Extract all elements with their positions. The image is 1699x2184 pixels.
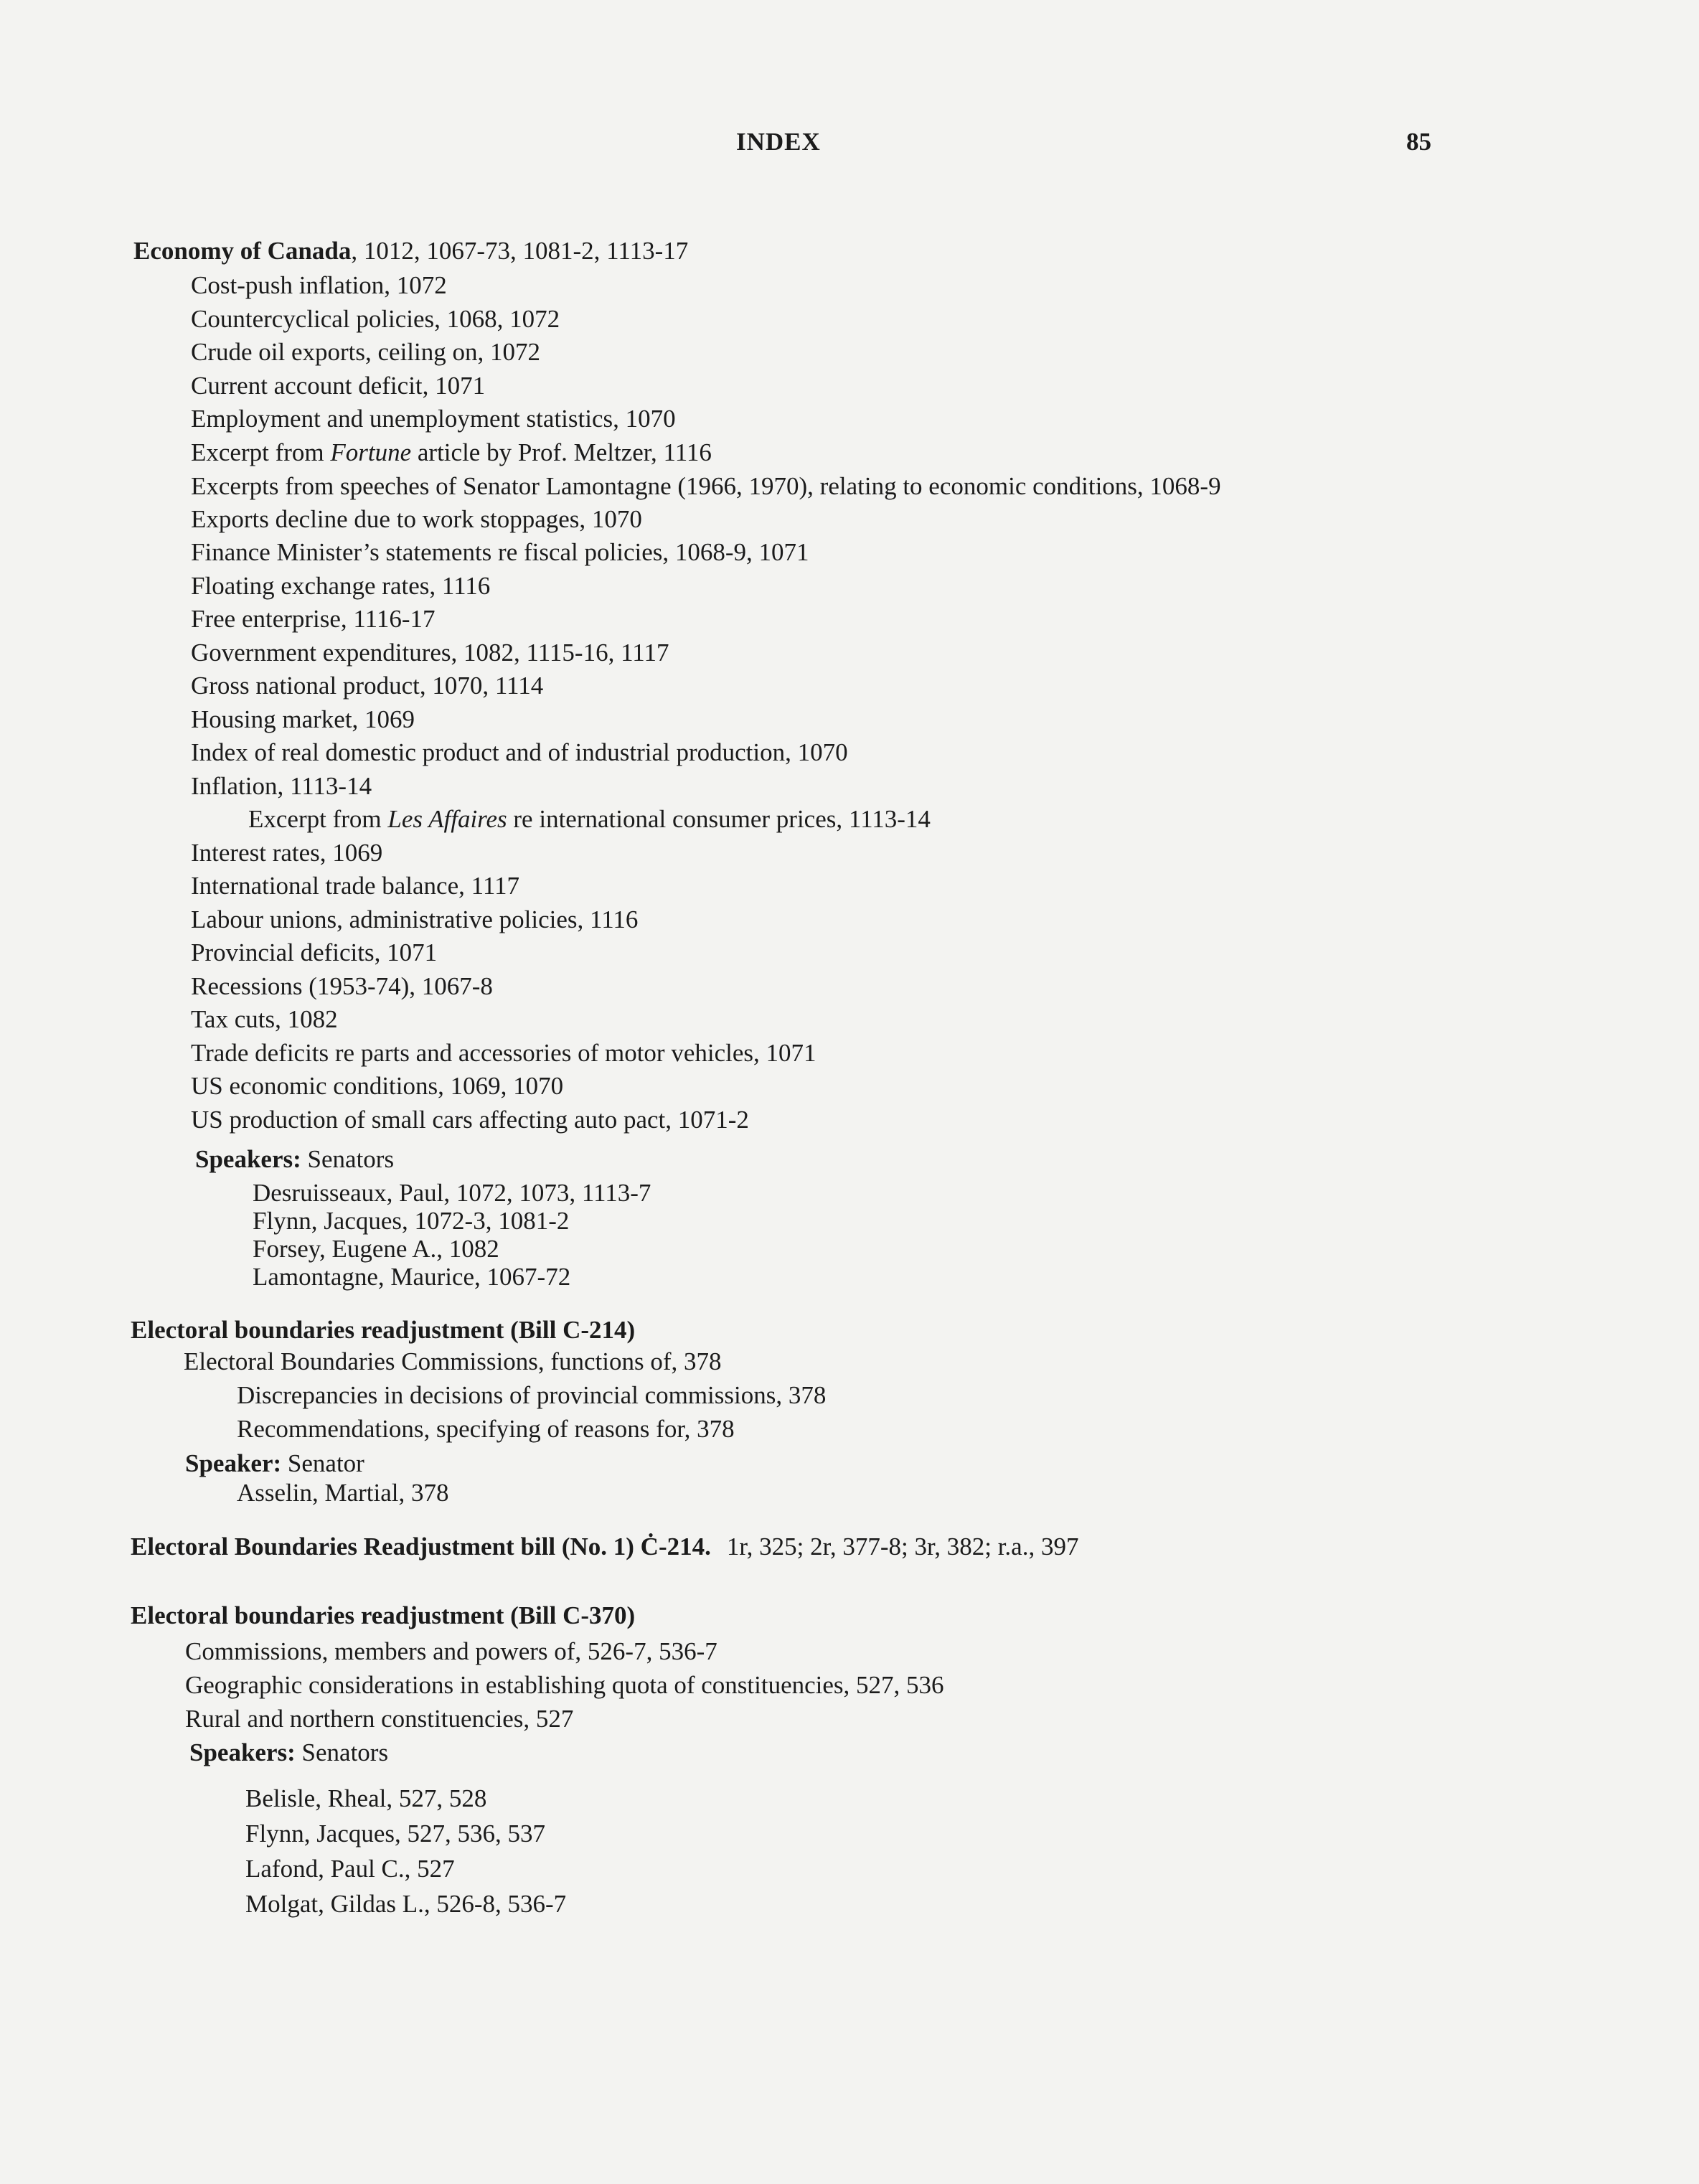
index-subentry: Crude oil exports, ceiling on, 1072 [191, 338, 541, 366]
index-subentry: Geographic considerations in establishing quota of constituencies, 527, 536 [185, 1671, 944, 1699]
subentry-italic-title: Les Affaires [387, 805, 507, 833]
page-number: 85 [1406, 128, 1431, 156]
index-subentry: International trade balance, 1117 [191, 872, 520, 900]
speaker-entry: Asselin, Martial, 378 [237, 1479, 449, 1507]
index-subentry: Government expenditures, 1082, 1115-16, 1117 [191, 639, 669, 667]
speaker-entry: Belisle, Rheal, 527, 528 [245, 1784, 487, 1812]
index-heading-bill-no1 [131, 1533, 1078, 1561]
index-subentry: Rural and northern constituencies, 527 [185, 1705, 574, 1733]
index-subentry: Provincial deficits, 1071 [191, 938, 438, 966]
speaker-label: Speaker: [185, 1449, 282, 1477]
speaker-entry: Desruisseaux, Paul, 1072, 1073, 1113-7 [253, 1179, 651, 1207]
index-subentry: Electoral Boundaries Commissions, functions of, 378 [184, 1347, 722, 1375]
heading-text: Electoral Boundaries Readjustment bill (No. 1) Ċ-214. [131, 1533, 711, 1561]
index-subentry: Recessions (1953-74), 1067-8 [191, 972, 493, 1000]
index-subentry [191, 438, 712, 467]
speaker-entry: Forsey, Eugene A., 1082 [253, 1235, 499, 1263]
index-subentry: Exports decline due to work stoppages, 1070 [191, 505, 642, 533]
heading-refs: 1r, 325; 2r, 377-8; 3r, 382; r.a., 397 [726, 1533, 1079, 1561]
index-heading-c214: Electoral boundaries readjustment (Bill C-214) [131, 1316, 636, 1344]
speakers-role: Senators [301, 1145, 395, 1173]
index-subentry: Floating exchange rates, 1116 [191, 572, 491, 600]
speaker-line [185, 1449, 364, 1478]
subentry-text: re international consumer prices, 1113-14 [507, 805, 931, 833]
index-heading-c370: Electoral boundaries readjustment (Bill C-370) [131, 1601, 636, 1629]
speakers-line [189, 1738, 388, 1767]
speaker-entry: Lafond, Paul C., 527 [245, 1855, 455, 1883]
index-subsubentry [248, 805, 931, 834]
index-subsubentry: Discrepancies in decisions of provincial commissions, 378 [237, 1381, 827, 1409]
index-subentry: Finance Minister’s statements re fiscal policies, 1068-9, 1071 [191, 538, 809, 566]
page-title: INDEX [736, 128, 821, 156]
heading-text: Economy of Canada [133, 237, 352, 265]
speakers-label: Speakers: [195, 1145, 301, 1173]
index-subentry: Tax cuts, 1082 [191, 1005, 338, 1033]
index-subentry: Excerpts from speeches of Senator Lamontagne (1966, 1970), relating to economic conditions, 1068-9 [191, 472, 1221, 500]
subentry-italic-title: Fortune [330, 438, 412, 466]
speaker-entry: Lamontagne, Maurice, 1067-72 [253, 1263, 571, 1291]
index-subentry: Trade deficits re parts and accessories of motor vehicles, 1071 [191, 1039, 816, 1067]
index-subentry: Commissions, members and powers of, 526-7, 536-7 [185, 1637, 717, 1665]
index-heading-economy [133, 237, 688, 265]
index-subentry: Labour unions, administrative policies, 1116 [191, 905, 639, 933]
subentry-text: article by Prof. Meltzer, 1116 [411, 438, 712, 466]
index-subentry: Inflation, 1113-14 [191, 772, 372, 800]
speaker-entry: Molgat, Gildas L., 526-8, 536-7 [245, 1890, 567, 1918]
subentry-text: Excerpt from [248, 805, 388, 833]
speaker-role: Senator [281, 1449, 364, 1477]
index-subentry: Index of real domestic product and of industrial production, 1070 [191, 738, 848, 766]
index-subentry: Employment and unemployment statistics, 1070 [191, 405, 676, 433]
index-subentry: US production of small cars affecting auto pact, 1071-2 [191, 1106, 749, 1134]
speakers-line [195, 1145, 394, 1174]
speaker-entry: Flynn, Jacques, 1072-3, 1081-2 [253, 1207, 570, 1235]
heading-refs: , 1012, 1067-73, 1081-2, 1113-17 [351, 237, 689, 265]
speaker-entry: Flynn, Jacques, 527, 536, 537 [245, 1820, 546, 1848]
index-subentry: Gross national product, 1070, 1114 [191, 672, 544, 700]
index-subentry: Interest rates, 1069 [191, 839, 383, 867]
index-subentry: Cost-push inflation, 1072 [191, 271, 447, 299]
index-subentry: Housing market, 1069 [191, 705, 415, 733]
index-subentry: Current account deficit, 1071 [191, 372, 486, 400]
index-subsubentry: Recommendations, specifying of reasons for, 378 [237, 1415, 735, 1443]
index-subentry: Free enterprise, 1116-17 [191, 605, 436, 633]
subentry-text: Excerpt from [191, 438, 331, 466]
speakers-label: Speakers: [189, 1738, 296, 1766]
speakers-role: Senators [295, 1738, 389, 1766]
index-subentry: Countercyclical policies, 1068, 1072 [191, 305, 560, 333]
index-subentry: US economic conditions, 1069, 1070 [191, 1072, 564, 1100]
